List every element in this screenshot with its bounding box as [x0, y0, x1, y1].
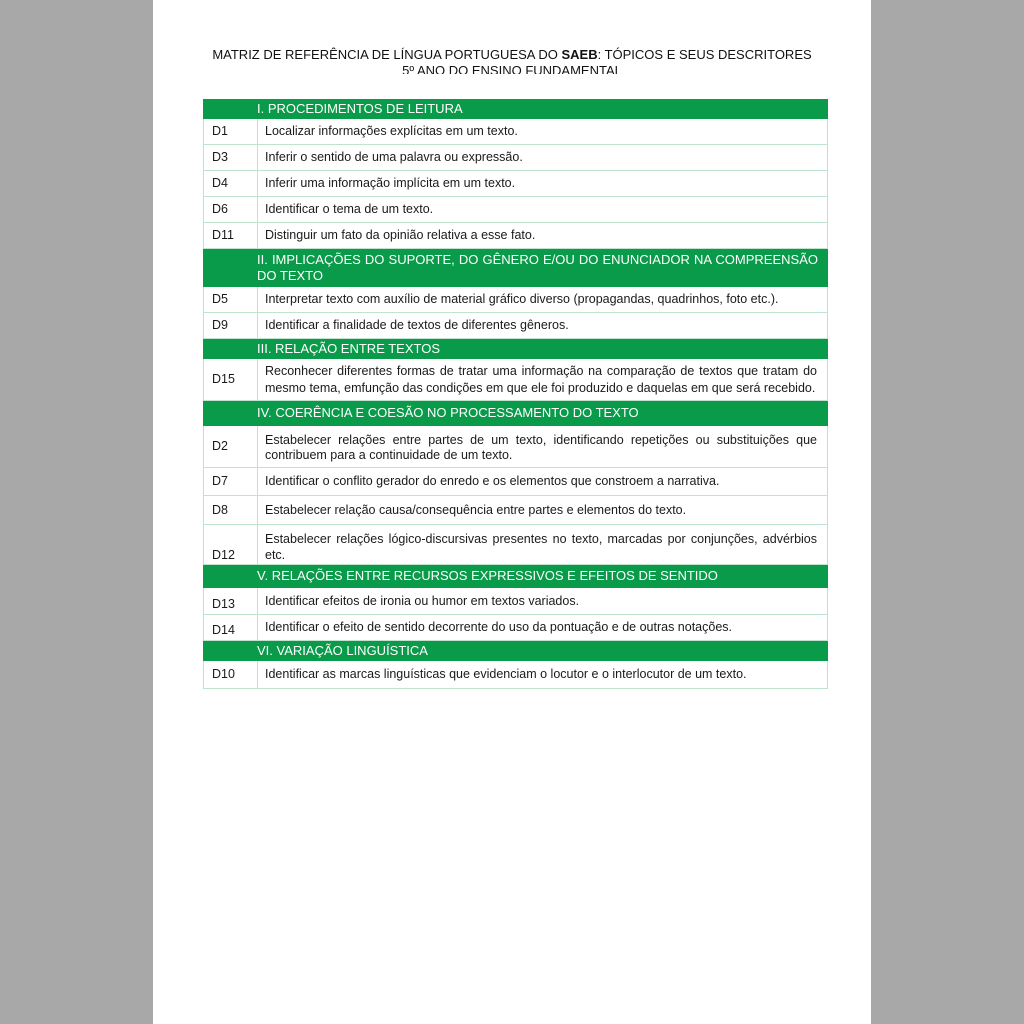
table-row [203, 426, 828, 468]
descriptor-code: D8 [204, 496, 258, 524]
descriptor-text: Estabelecer relações entre partes de um texto, identificando repetições ou substituições que contribuem para a continuidade de um texto. [265, 433, 817, 462]
descriptor-text: Estabelecer relação causa/consequência entre partes e elementos do texto. [265, 502, 687, 517]
title-bold: SAEB [561, 47, 598, 62]
section-heading: IV. COERÊNCIA E COESÃO NO PROCESSAMENTO DO TEXTO [203, 401, 828, 426]
descriptor-text: Inferir uma informação implícita em um texto. [265, 176, 516, 190]
descriptor-code: D10 [204, 661, 258, 688]
subtitle: 5º ANO DO ENSINO FUNDAMENTAL [402, 63, 622, 74]
table-row [203, 223, 828, 249]
table-row [203, 287, 828, 313]
table-row [203, 525, 828, 565]
section-heading: I. PROCEDIMENTOS DE LEITURA [203, 99, 828, 119]
descriptor-code: D3 [204, 145, 258, 170]
descriptor-text: Identificar o conflito gerador do enredo e os elementos que constroem a narrativa. [265, 474, 720, 488]
descriptor-code: D13 [204, 588, 258, 614]
table-row [203, 615, 828, 641]
section-heading: V. RELAÇÕES ENTRE RECURSOS EXPRESSIVOS E EFEITOS DE SENTIDO [203, 565, 828, 588]
title-part2: : TÓPICOS E SEUS DESCRITORES [597, 47, 812, 62]
section-heading: III. RELAÇÃO ENTRE TEXTOS [203, 339, 828, 359]
descriptor-text: Identificar as marcas linguísticas que evidenciam o locutor e o interlocutor de um texto. [265, 667, 747, 681]
descriptor-code: D6 [204, 197, 258, 222]
descriptor-code: D12 [204, 525, 258, 564]
descriptor-text: Identificar a finalidade de textos de diferentes gêneros. [265, 318, 569, 332]
section-heading: II. IMPLICAÇÕES DO SUPORTE, DO GÊNERO E/OU DO ENUNCIADOR NA COMPREENSÃO DO TEXTO [203, 249, 828, 287]
descriptor-code: D7 [204, 468, 258, 495]
descriptor-text: Localizar informações explícitas em um texto. [265, 124, 518, 138]
table-row [203, 171, 828, 197]
descriptor-text: Inferir o sentido de uma palavra ou expressão. [265, 150, 523, 164]
descriptor-text: Identificar efeitos de ironia ou humor em textos variados. [265, 593, 580, 608]
table-row [203, 359, 828, 401]
section-heading: VI. VARIAÇÃO LINGUÍSTICA [203, 641, 828, 661]
descriptor-code: D2 [204, 426, 258, 467]
descriptor-text: Identificar o tema de um texto. [265, 202, 434, 216]
table-row [203, 588, 828, 615]
table-row [203, 119, 828, 145]
descriptor-code: D14 [204, 615, 258, 640]
descriptor-code: D4 [204, 171, 258, 196]
table-row [203, 496, 828, 525]
table-row [203, 661, 828, 689]
descriptor-text: Distinguir um fato da opinião relativa a esse fato. [265, 228, 536, 242]
descriptor-text: Reconhecer diferentes formas de tratar uma informação na comparação de textos que tratam do mesmo tema, emfunção das condições em que ele foi produzido e daquelas em que será recebido. [265, 364, 817, 395]
table-row [203, 197, 828, 223]
descriptor-code: D9 [204, 313, 258, 338]
document-page [153, 0, 871, 1024]
descriptor-text: Interpretar texto com auxílio de material gráfico diverso (propagandas, quadrinhos, foto etc.). [265, 292, 779, 306]
table-row [203, 145, 828, 171]
descriptor-text: Estabelecer relações lógico-discursivas presentes no texto, marcadas por conjunções, advérbios etc. [265, 532, 817, 562]
table-row [203, 468, 828, 496]
title-part1: MATRIZ DE REFERÊNCIA DE LÍNGUA PORTUGUESA DO [212, 47, 562, 62]
descriptor-code: D5 [204, 287, 258, 312]
descriptor-matrix-table [203, 99, 828, 689]
descriptor-code: D11 [204, 223, 258, 248]
page-title [153, 47, 871, 74]
descriptor-code: D1 [204, 119, 258, 144]
descriptor-code: D15 [204, 359, 258, 400]
table-row [203, 313, 828, 339]
descriptor-text: Identificar o efeito de sentido decorrente do uso da pontuação e de outras notações. [265, 620, 732, 634]
